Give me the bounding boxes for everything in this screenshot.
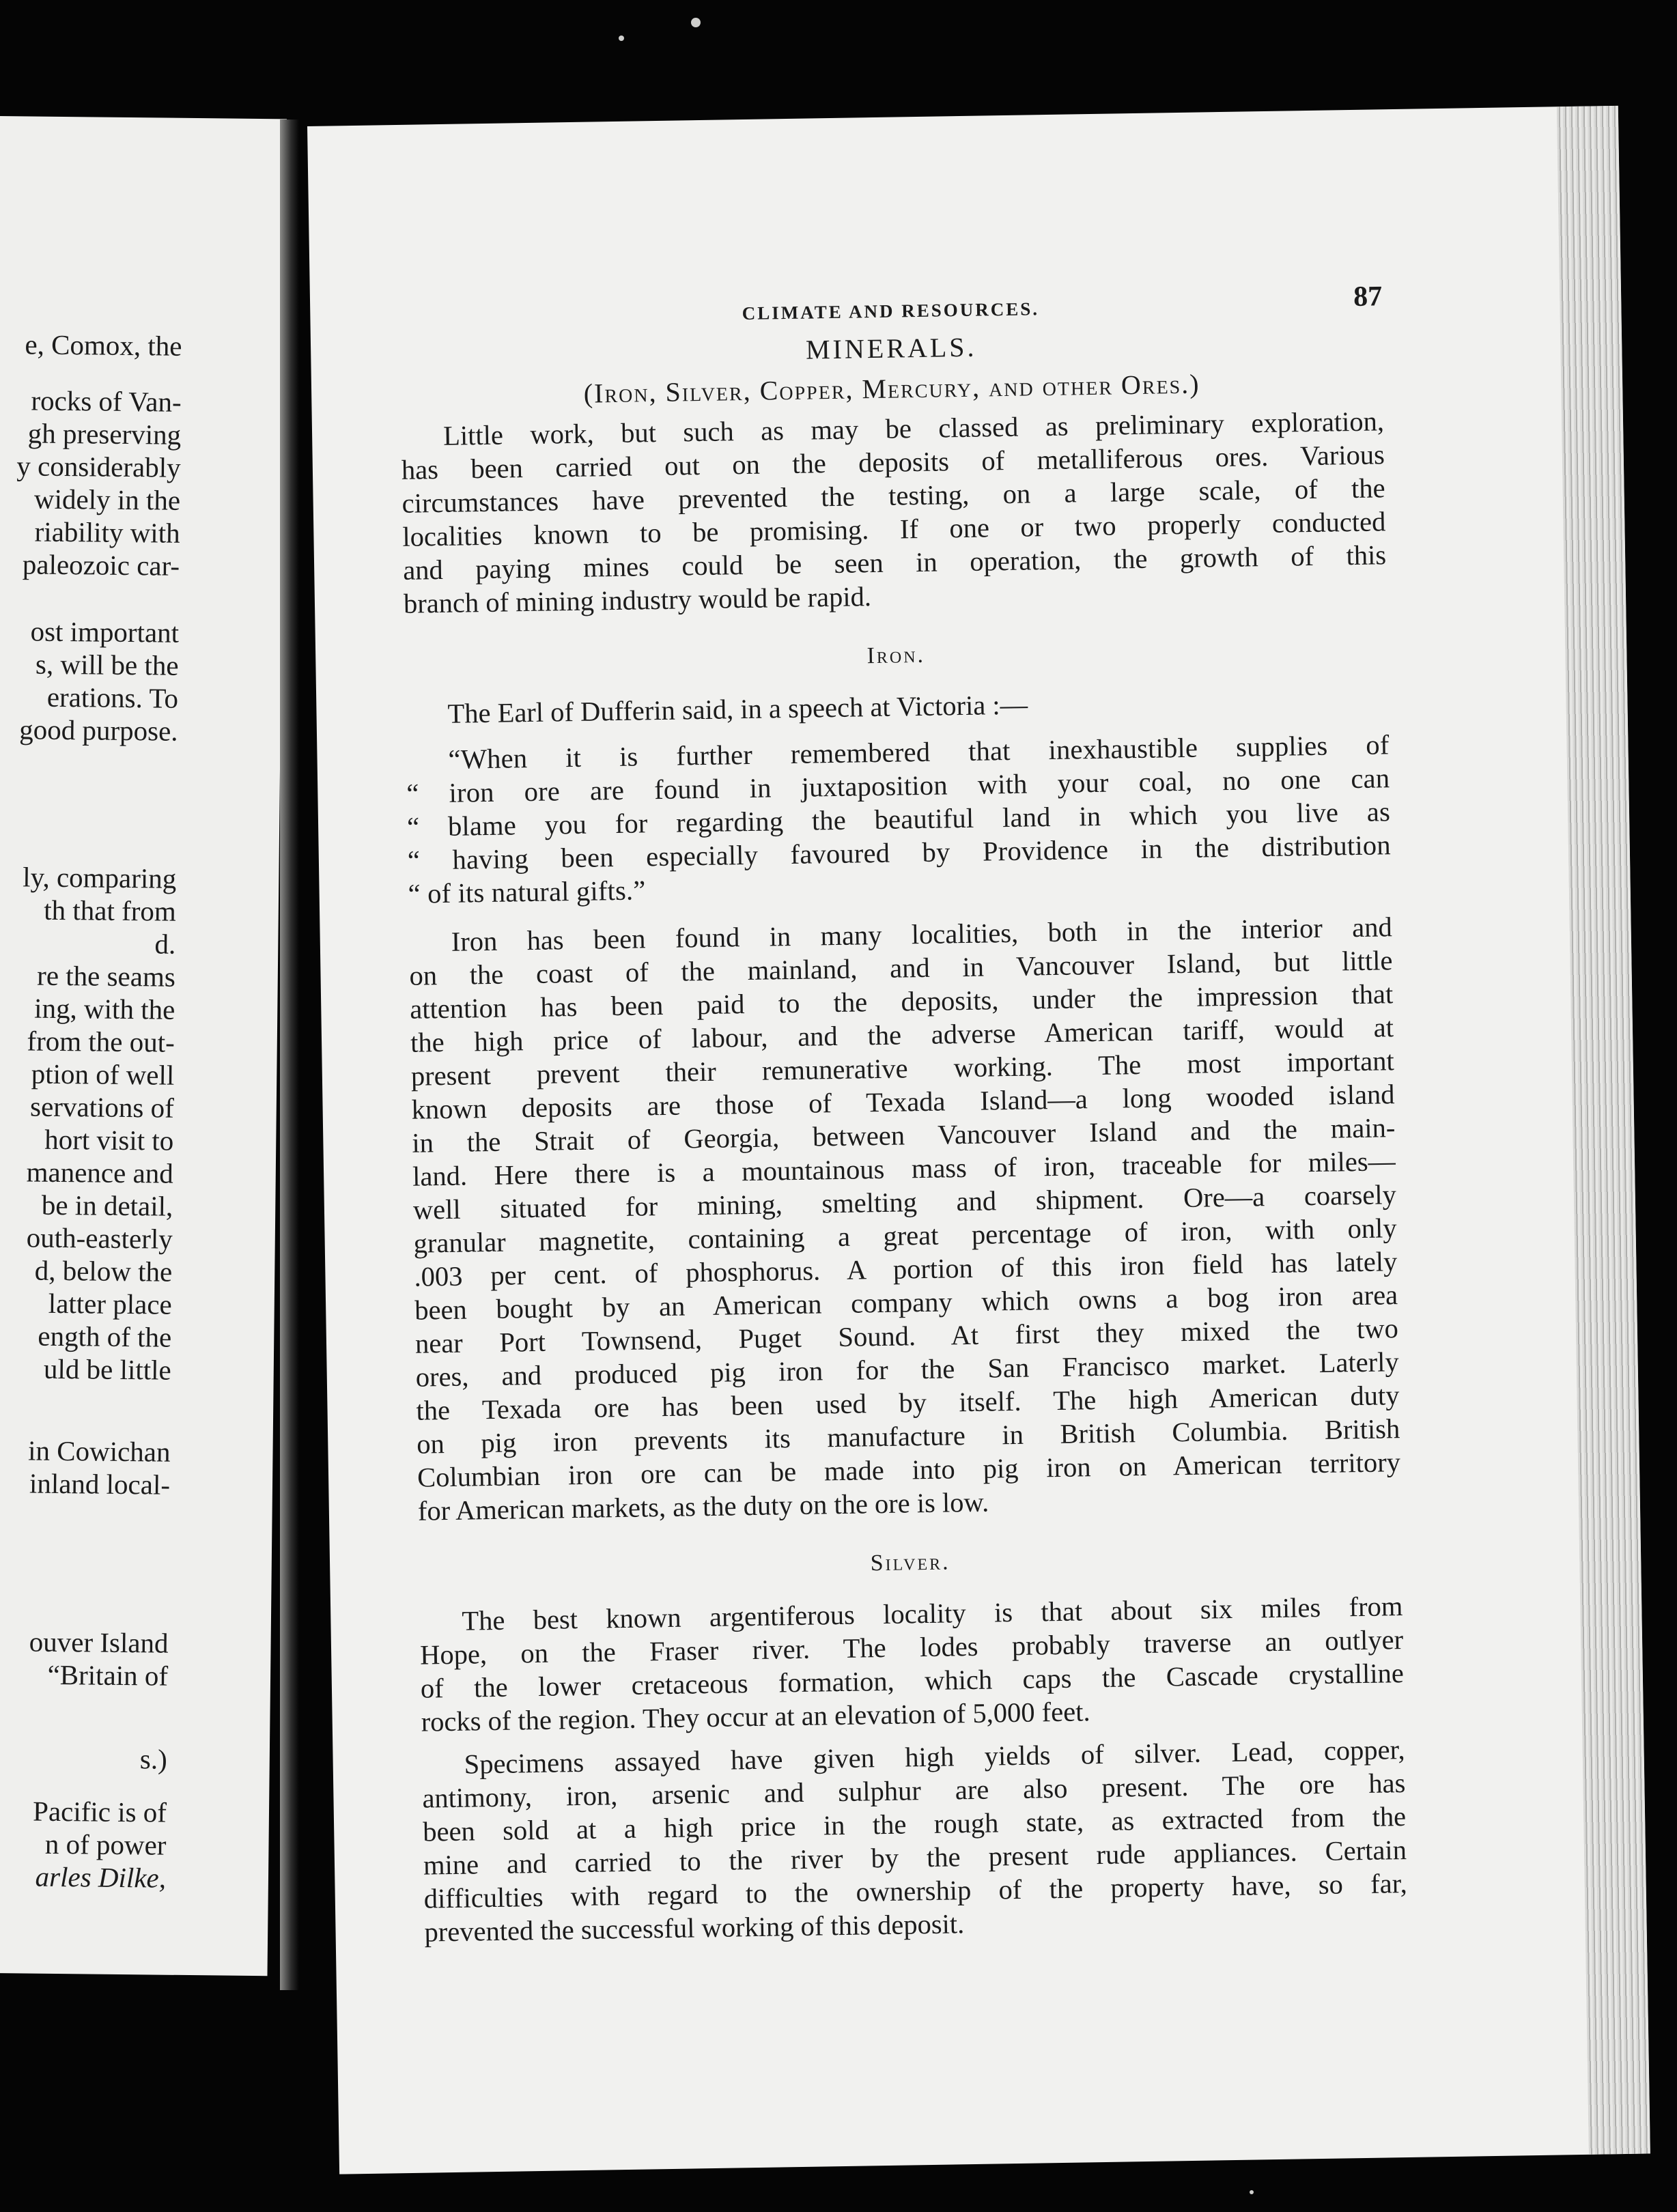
text-line: rocks of the region. They occur at an elevation of 5,000 feet. xyxy=(421,1696,1090,1738)
left-page-text-line: gh preserving xyxy=(27,417,182,451)
text-line: Little work, but such as may be classed as preliminary exploration, xyxy=(442,406,1385,451)
right-page xyxy=(307,106,1650,2174)
text-line: known deposits are those of Texada Island—a long wooded island xyxy=(411,1079,1395,1125)
left-page-text-line: d, below the xyxy=(34,1254,173,1288)
left-page-text-line: th that from xyxy=(44,894,177,927)
left-page-text-line: servations of xyxy=(29,1090,175,1124)
text-line: and paying mines could be seen in operation, the growth of this xyxy=(402,539,1387,586)
dufferin-quote xyxy=(406,728,1392,911)
text-line: the high price of labour, and the adverse American tariff, would at xyxy=(410,1012,1394,1058)
left-page-text-line: paleozoic car- xyxy=(22,548,180,582)
text-line: the Texada ore has been used by itself. The high American duty xyxy=(416,1380,1400,1426)
left-page-text-line: inland local- xyxy=(29,1467,171,1501)
text-line: “ of its natural gifts.” xyxy=(408,875,646,909)
text-line: present prevent their remunerative working. The most important xyxy=(410,1045,1395,1092)
page-text-block xyxy=(399,280,1408,1958)
text-line: “ iron ore are found in juxtaposition with your coal, no one can xyxy=(406,763,1390,809)
section-heading-silver: Silver. xyxy=(870,1549,950,1576)
page-number: 87 xyxy=(1353,281,1383,313)
left-page-text-line: ength of the xyxy=(38,1320,172,1353)
left-page-text-line: ost important xyxy=(30,615,180,649)
text-line: .003 per cent. of phosphorus. A portion of this iron field has lately xyxy=(414,1246,1398,1292)
text-line: attention has been paid to the deposits, under the impression that xyxy=(409,978,1394,1025)
silver-paragraph-2 xyxy=(421,1733,1407,1949)
text-line: land. Here there is a mountainous mass of iron, traceable for miles— xyxy=(412,1146,1396,1192)
left-page-text-line: uld be little xyxy=(43,1352,172,1386)
running-header-title: CLIMATE AND RESOURCES. xyxy=(742,298,1040,324)
left-page-text-line: ly, comparing xyxy=(23,861,177,894)
iron-body-paragraph xyxy=(408,910,1401,1528)
text-line: on the coast of the mainland, and in Vancouver Island, but little xyxy=(409,945,1393,991)
left-page-text-line: be in detail, xyxy=(41,1189,173,1222)
text-line: been bought by an American company which owns a bog iron area xyxy=(414,1279,1398,1326)
left-page-text-line: d. xyxy=(154,928,176,960)
text-line: on pig iron prevents its manufacture in British Columbia. British xyxy=(416,1413,1400,1460)
text-line: antimony, iron, arsenic and sulphur are also present. The ore has xyxy=(422,1768,1406,1814)
left-page-text-line: good purpose. xyxy=(19,713,178,747)
text-line: near Port Townsend, Puget Sound. At first they mixed the two xyxy=(414,1313,1399,1359)
dust-speck xyxy=(1250,2190,1254,2194)
book-gutter xyxy=(280,119,299,1990)
left-page-text-line: in Cowichan xyxy=(27,1434,171,1468)
text-line: “ blame you for regarding the beautiful land in which you live as xyxy=(406,796,1391,842)
dust-speck xyxy=(691,18,701,27)
text-line: well situated for mining, smelting and shipment. Ore—a coarsely xyxy=(412,1179,1397,1225)
left-page-text-line: “Britain of xyxy=(47,1658,169,1692)
left-page-text-line: from the out- xyxy=(27,1025,175,1058)
left-page-text-line: n of power xyxy=(44,1828,167,1861)
left-page-text-line: ing, with the xyxy=(33,992,175,1025)
text-line: The Earl of Dufferin said, in a speech at Victoria :— xyxy=(447,689,1028,729)
left-page-text-line: re the seams xyxy=(36,959,176,993)
text-line: mine and carried to the river by the present rude appliances. Certain xyxy=(423,1834,1407,1881)
left-page-text xyxy=(0,327,182,1894)
left-page-text-line: widely in the xyxy=(33,483,181,516)
text-line: of the lower cretaceous formation, which caps the Cascade crystalline xyxy=(420,1658,1405,1704)
text-line: Columbian iron ore can be made into pig iron on American territory xyxy=(417,1447,1401,1493)
left-page-text-line: arles Dilke, xyxy=(35,1860,167,1894)
left-page-text-line: s.) xyxy=(139,1743,168,1775)
left-page-text-line: Pacific is of xyxy=(32,1795,167,1828)
text-line: granular magnetite, containing a great percentage of iron, with only xyxy=(413,1213,1397,1259)
left-page-text-line: s, will be the xyxy=(35,648,179,681)
left-page-text-line: hort visit to xyxy=(44,1123,174,1157)
text-line: difficulties with regard to the ownership of the property have, so far, xyxy=(423,1868,1407,1914)
left-page-text-line: ption of well xyxy=(31,1058,175,1091)
section-heading-iron: Iron. xyxy=(866,642,926,669)
text-line: in the Strait of Georgia, between Vancouver Island and the main- xyxy=(412,1112,1396,1159)
left-page-text-line: outh-easterly xyxy=(26,1221,173,1255)
minerals-subheading: (Iron, Silver, Copper, Mercury, and other Ores.) xyxy=(583,368,1200,409)
text-line: prevented the successful working of this deposit. xyxy=(424,1908,965,1948)
page-edge-stack xyxy=(1557,106,1650,2155)
text-line: “When it is further remembered that inexhaustible supplies of xyxy=(448,729,1390,775)
silver-paragraph-1 xyxy=(419,1589,1405,1739)
text-line: Hope, on the Fraser river. The lodes probably traverse an outlyer xyxy=(419,1624,1404,1671)
left-page-text-line: rocks of Van- xyxy=(31,384,182,418)
left-page-text-line: e, Comox, the xyxy=(25,328,182,362)
left-page-text-line: manence and xyxy=(26,1156,174,1189)
left-page-text-line: riability with xyxy=(34,515,180,549)
left-page-text-line: ouver Island xyxy=(29,1626,169,1659)
text-line: branch of mining industry would be rapid. xyxy=(403,581,872,619)
text-line: localities known to be promising. If one or two properly conducted xyxy=(402,506,1386,552)
text-line: The best known argentiferous locality is that about six miles from xyxy=(462,1591,1403,1636)
left-page xyxy=(0,116,287,1976)
text-line: been sold at a high price in the rough state, as extracted from the xyxy=(422,1801,1407,1847)
text-line: Iron has been found in many localities, both in the interior and xyxy=(451,911,1392,957)
text-line: for American markets, as the duty on the ore is low. xyxy=(417,1486,989,1527)
text-line: has been carried out on the deposits of metalliferous ores. Various xyxy=(401,439,1385,485)
left-page-text-line: latter place xyxy=(48,1287,173,1320)
section-heading-minerals: MINERALS. xyxy=(805,331,977,365)
text-line: Specimens assayed have given high yields of silver. Lead, copper, xyxy=(464,1734,1405,1780)
text-line: “ having been especially favoured by Providence in the distribution xyxy=(407,830,1392,876)
dust-speck xyxy=(619,36,624,41)
left-page-text-line: erations. To xyxy=(46,681,179,714)
minerals-intro-paragraph xyxy=(401,404,1387,621)
left-page-text-line: y considerably xyxy=(16,450,181,483)
text-line: circumstances have prevented the testing, on a large scale, of the xyxy=(401,472,1385,519)
quote-intro xyxy=(405,682,1389,731)
text-line: ores, and produced pig iron for the San Francisco market. Laterly xyxy=(415,1346,1399,1393)
